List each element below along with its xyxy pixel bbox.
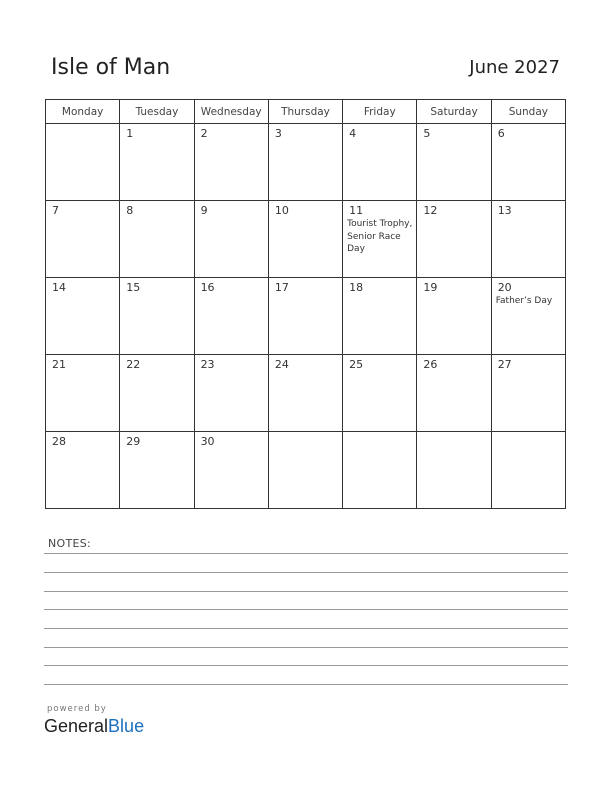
generalblue-logo xyxy=(44,704,144,736)
day-cell xyxy=(343,201,417,278)
brand-name xyxy=(44,716,144,736)
day-cell xyxy=(417,201,491,278)
day-number: 14 xyxy=(52,281,66,294)
day-cell xyxy=(46,355,120,432)
day-number: 23 xyxy=(200,358,215,371)
day-number: 18 xyxy=(349,281,364,294)
note-line xyxy=(44,647,568,648)
powered-by-text: powered by xyxy=(47,704,107,714)
day-number: 12 xyxy=(423,204,438,217)
note-line xyxy=(44,665,568,666)
brand-blue: Blue xyxy=(108,716,145,736)
day-cell xyxy=(120,355,194,432)
day-cell xyxy=(343,432,417,509)
note-line xyxy=(44,609,568,610)
holiday-event: Father’s Day xyxy=(495,296,553,306)
day-number xyxy=(343,432,416,435)
day-cell xyxy=(120,278,194,355)
note-line xyxy=(44,591,568,592)
day-cell xyxy=(268,278,342,355)
calendar-grid xyxy=(45,99,566,509)
country-title: Isle of Man xyxy=(51,55,171,80)
day-number: 21 xyxy=(52,358,66,371)
week-row xyxy=(46,432,566,509)
day-cell xyxy=(194,432,268,509)
week-row xyxy=(46,124,566,201)
day-number: 10 xyxy=(274,204,289,217)
day-number xyxy=(492,432,565,435)
day-cell xyxy=(491,278,565,355)
day-cell xyxy=(491,355,565,432)
day-cell xyxy=(268,432,342,509)
day-number: 17 xyxy=(274,281,289,294)
day-cell xyxy=(194,201,268,278)
note-line xyxy=(44,572,568,573)
day-cell xyxy=(46,432,120,509)
day-cell xyxy=(343,278,417,355)
day-number: 8 xyxy=(126,204,134,217)
day-cell xyxy=(194,355,268,432)
day-cell xyxy=(491,201,565,278)
day-cell xyxy=(46,201,120,278)
brand-general: General xyxy=(44,716,109,736)
day-cell xyxy=(491,432,565,509)
day-cell xyxy=(417,355,491,432)
day-cell xyxy=(120,201,194,278)
day-number: 2 xyxy=(200,127,208,140)
day-number: 22 xyxy=(126,358,141,371)
day-number: 24 xyxy=(274,358,289,371)
weekday-header: Friday xyxy=(343,100,417,124)
day-number: 3 xyxy=(274,127,282,140)
weekday-header: Thursday xyxy=(268,100,342,124)
weekday-header: Monday xyxy=(46,100,120,124)
day-cell xyxy=(343,124,417,201)
day-number: 15 xyxy=(126,281,141,294)
day-cell xyxy=(194,278,268,355)
day-cell xyxy=(268,124,342,201)
note-line xyxy=(44,553,568,554)
day-number xyxy=(269,432,342,435)
holiday-event: Tourist Trophy, Senior Race Day xyxy=(347,219,413,254)
day-number: 28 xyxy=(52,435,66,448)
day-cell xyxy=(120,432,194,509)
day-cell xyxy=(417,124,491,201)
day-cell xyxy=(491,124,565,201)
day-number: 26 xyxy=(423,358,438,371)
day-cell xyxy=(268,355,342,432)
day-number: 11 xyxy=(349,204,364,217)
weekday-header: Saturday xyxy=(417,100,491,124)
day-number xyxy=(46,124,119,127)
day-cell xyxy=(194,124,268,201)
day-number: 4 xyxy=(349,127,357,140)
day-number: 1 xyxy=(126,127,134,140)
day-number: 25 xyxy=(349,358,364,371)
week-row xyxy=(46,355,566,432)
week-row xyxy=(46,278,566,355)
day-cell xyxy=(268,201,342,278)
day-number: 7 xyxy=(52,204,59,217)
day-number: 9 xyxy=(200,204,208,217)
day-cell xyxy=(417,432,491,509)
day-cell xyxy=(46,124,120,201)
day-number: 16 xyxy=(200,281,215,294)
day-number: 13 xyxy=(497,204,512,217)
day-cell xyxy=(120,124,194,201)
weekday-header-row xyxy=(46,100,566,124)
note-line xyxy=(44,628,568,629)
day-number: 19 xyxy=(423,281,438,294)
weekday-header: Tuesday xyxy=(120,100,194,124)
note-line xyxy=(44,684,568,685)
day-number: 27 xyxy=(497,358,512,371)
weekday-header: Wednesday xyxy=(194,100,268,124)
day-number xyxy=(417,432,490,435)
day-number: 6 xyxy=(497,127,505,140)
day-number: 30 xyxy=(200,435,215,448)
day-cell xyxy=(343,355,417,432)
notes-label: NOTES: xyxy=(48,537,92,550)
day-cell xyxy=(46,278,120,355)
weekday-header: Sunday xyxy=(491,100,565,124)
week-row xyxy=(46,201,566,278)
day-number: 20 xyxy=(497,281,512,294)
month-title: June 2027 xyxy=(469,57,560,78)
day-cell xyxy=(417,278,491,355)
day-number: 29 xyxy=(126,435,141,448)
day-number: 5 xyxy=(423,127,431,140)
